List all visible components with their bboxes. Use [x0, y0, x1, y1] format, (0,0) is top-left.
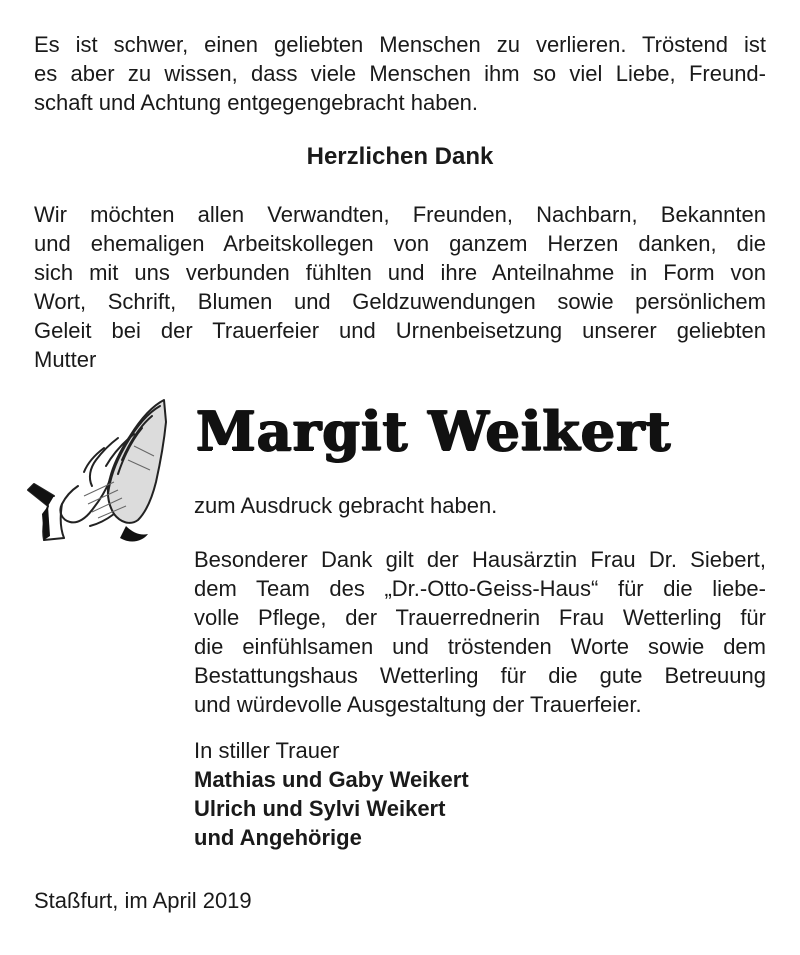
special-thanks-paragraph: [194, 545, 766, 719]
intro-paragraph: [34, 30, 766, 117]
thanks-line: Mutter: [34, 347, 97, 372]
special-line: Besonderer Dank gilt der Hausärztin Frau Dr. Siebert,: [194, 547, 766, 572]
thanks-line: Geleit bei der Trauerfeier und Urnenbeisetzung unserer geliebten: [34, 318, 766, 343]
deceased-name: Margit Weikert: [196, 399, 672, 463]
special-line: Bestattungshaus Wetterling für die gute Betreuung: [194, 663, 766, 688]
mourner-name: und Angehörige: [194, 825, 362, 850]
mourning-intro: In stiller Trauer: [194, 738, 340, 763]
mourner-name: Ulrich und Sylvi Weikert: [194, 796, 446, 821]
mourner-name: Mathias und Gaby Weikert: [194, 767, 469, 792]
thanks-paragraph: [34, 200, 766, 374]
praying-hands-icon: [14, 386, 184, 546]
thanks-line: sich mit uns verbunden fühlten und ihre Anteilnahme in Form von: [34, 260, 766, 285]
special-line: volle Pflege, der Trauerrednerin Frau Wetterling für: [194, 605, 766, 630]
thanks-line: Wir möchten allen Verwandten, Freunden, Nachbarn, Bekannten: [34, 202, 766, 227]
intro-line: Es ist schwer, einen geliebten Menschen zu verlieren. Tröstend ist: [34, 32, 766, 57]
mourning-signature: [194, 736, 766, 852]
intro-line: es aber zu wissen, dass viele Menschen ihm so viel Liebe, Freund-: [34, 61, 766, 86]
thanks-line: und ehemaligen Arbeitskollegen von ganzem Herzen danken, die: [34, 231, 766, 256]
intro-line: schaft und Achtung entgegengebracht haben.: [34, 90, 479, 115]
thanks-line: Wort, Schrift, Blumen und Geldzuwendungen sowie persönlichem: [34, 289, 766, 314]
special-line: dem Team des „Dr.-Otto-Geiss-Haus“ für die liebe-: [194, 576, 766, 601]
expression-line: zum Ausdruck gebracht haben.: [194, 493, 498, 518]
special-line: die einfühlsamen und tröstenden Worte sowie dem: [194, 634, 766, 659]
thanks-heading: Herzlichen Dank: [306, 143, 494, 170]
special-line: und würdevolle Ausgestaltung der Trauerfeier.: [194, 692, 642, 717]
place-date: Staßfurt, im April 2019: [34, 888, 252, 913]
